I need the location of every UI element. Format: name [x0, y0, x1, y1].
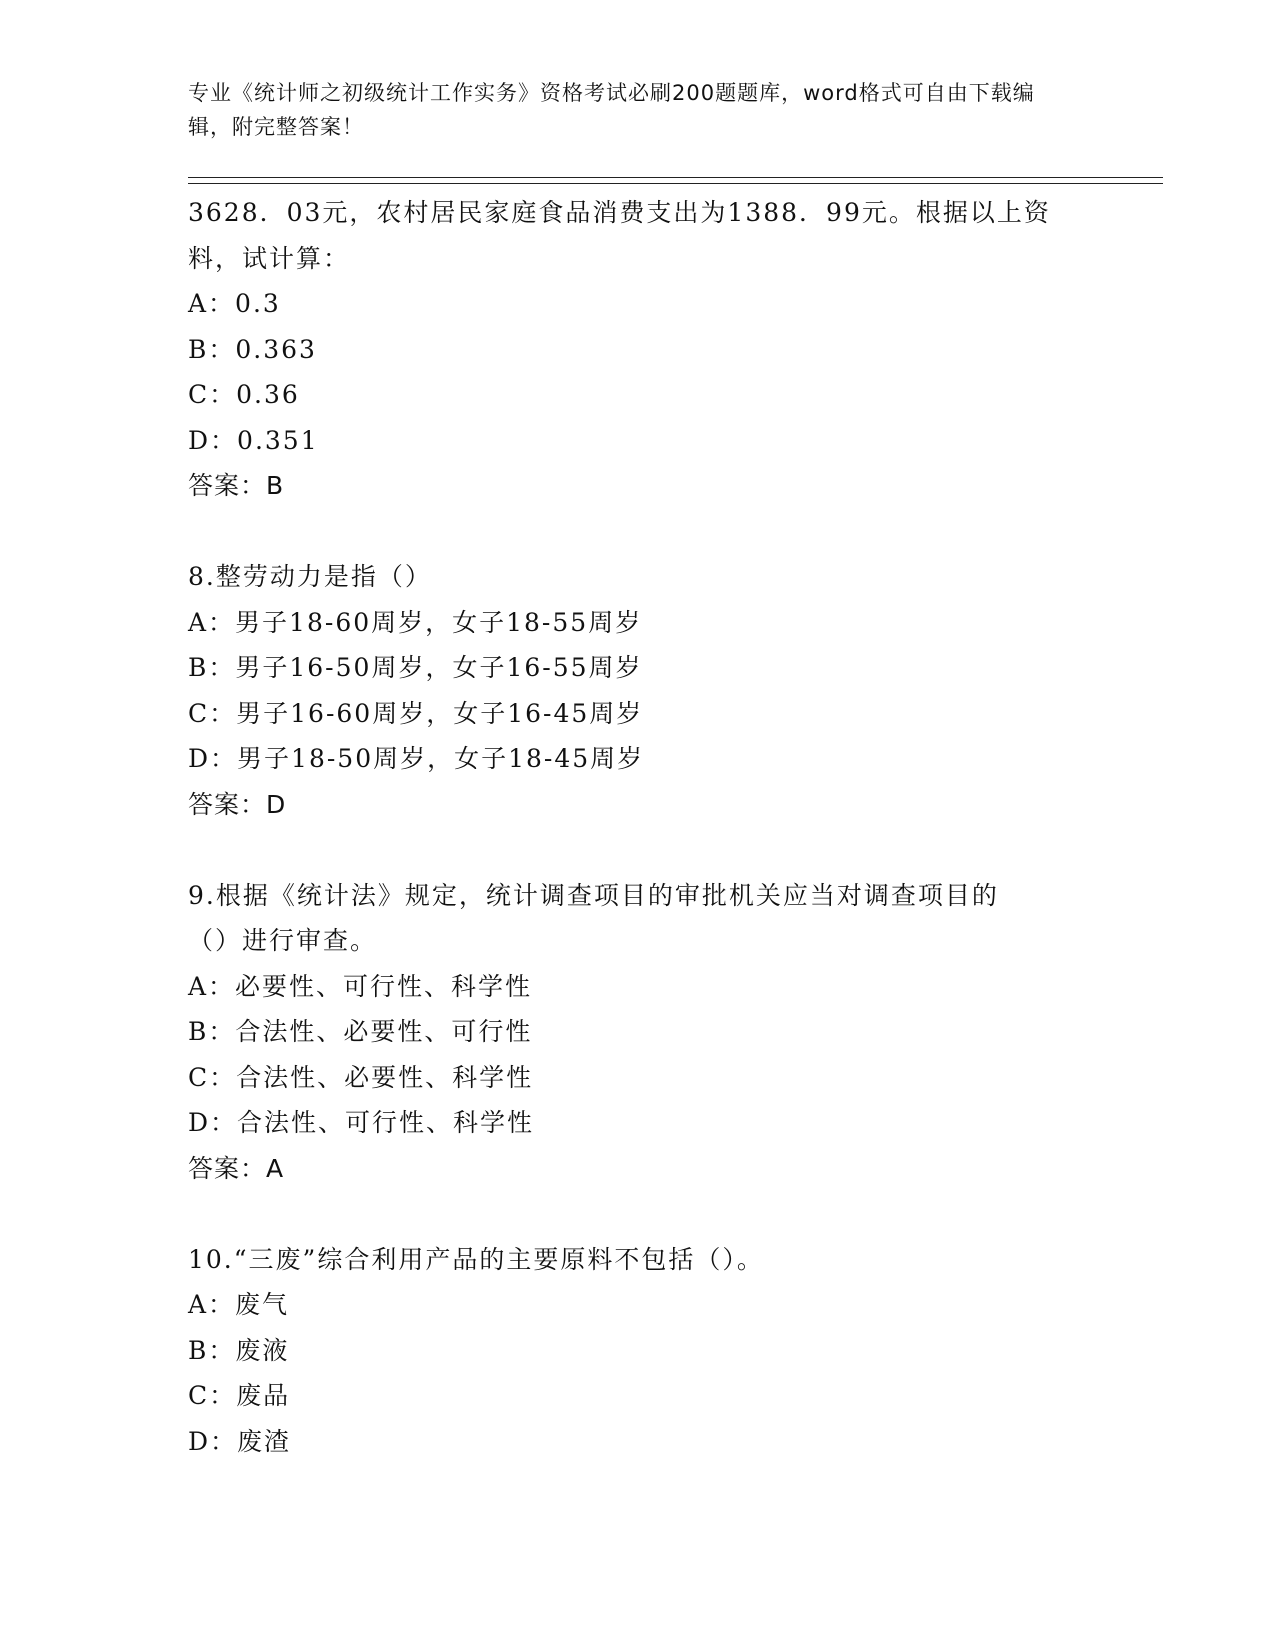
option-d: D：男子18-50周岁，女子18-45周岁: [188, 744, 645, 773]
option-b: B：男子16-50周岁，女子16-55周岁: [188, 653, 643, 682]
option-a: A：废气: [188, 1290, 290, 1319]
question-stem: 8.整劳动力是指（）: [188, 562, 432, 591]
option-c: C：男子16-60周岁，女子16-45周岁: [188, 698, 644, 728]
option-a: A：0.3: [188, 289, 281, 318]
header-rule-top: [188, 177, 1163, 178]
option-d: D：合法性、可行性、科学性: [188, 1108, 535, 1137]
question-content: [188, 190, 1148, 1464]
answer: 答案：D: [188, 789, 287, 819]
question-10: [188, 1237, 1148, 1465]
question-text: 3628．03元，农村居民家庭食品消费支出为1388．99元。根据以上资: [188, 198, 1051, 227]
option-b: B：合法性、必要性、可行性: [188, 1017, 533, 1046]
question-stem: 10.“三废”综合利用产品的主要原料不包括（）。: [188, 1244, 764, 1274]
option-b: B：废液: [188, 1335, 290, 1365]
question-8: [188, 554, 1148, 827]
option-d: D：0.351: [188, 425, 319, 455]
spacer: [188, 1191, 1148, 1237]
spacer: [188, 509, 1148, 555]
question-stem: （）进行审查。: [188, 926, 378, 955]
question-text: 料，试计算：: [188, 243, 351, 273]
question-7: [188, 190, 1148, 509]
option-b: B：0.363: [188, 334, 317, 364]
answer: 答案：A: [188, 1153, 285, 1183]
question-9: [188, 873, 1148, 1192]
option-c: C：0.36: [188, 380, 300, 409]
option-c: C：合法性、必要性、科学性: [188, 1062, 534, 1092]
option-a: A：必要性、可行性、科学性: [188, 971, 533, 1001]
option-c: C：废品: [188, 1381, 291, 1410]
option-a: A：男子18-60周岁，女子18-55周岁: [188, 607, 643, 637]
header-rule-bottom: [188, 183, 1163, 184]
question-stem: 9.根据《统计法》规定，统计调查项目的审批机关应当对调查项目的: [188, 880, 999, 910]
document-header: 专业《统计师之初级统计工作实务》资格考试必刷200题题库，word格式可自由下载编辑，附完整答案！: [188, 81, 1035, 139]
option-d: D：废渣: [188, 1426, 292, 1456]
spacer: [188, 827, 1148, 873]
answer: 答案：B: [188, 471, 285, 500]
